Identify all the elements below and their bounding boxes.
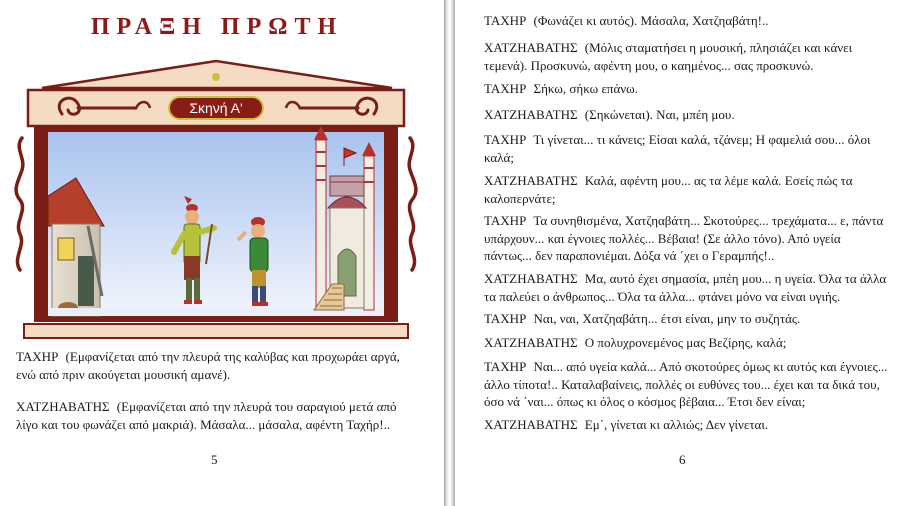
palace-scenery [314,126,376,310]
dialogue-paragraph [484,358,889,411]
dialogue-paragraph [484,270,889,305]
speaker-name: ΤΑΧΗΡ [484,213,527,228]
speaker-name: ΧΑΤΖΗΑΒΑΤΗΣ [484,271,578,286]
shadow-theatre-illustration [14,56,418,344]
dialogue-text: Ο πολυχρονεμένος μας Βεζίρης, καλά; [584,335,787,350]
speaker-name: ΤΑΧΗΡ [484,132,527,147]
book-gutter [444,0,455,506]
speaker-name: ΧΑΤΖΗΑΒΑΤΗΣ [16,399,110,414]
dialogue-paragraph [484,80,889,98]
page-title: ΠΡΑΞΗ ΠΡΩΤΗ [90,14,344,40]
dialogue-text: (Σηκώνεται). Ναι, μπέη μου. [584,107,735,122]
speaker-name: ΤΑΧΗΡ [484,13,527,28]
scene-label: Σκηνή Α' [189,100,243,116]
speaker-name: ΤΑΧΗΡ [484,81,527,96]
dialogue-text: Εμ΄, γίνεται κι αλλιώς; Δεν γίνεται. [584,417,769,432]
dialogue-text: Τα συνηθισμένα, Χατζηαβάτη... Σκοτούρες... τρεχάματα... ε, πάντα υπάρχουν... και έγνοιες πολλές... Βέβαια! (Σε άλλο τόνο). Από υγεία πάντως... δεν παραπονιέμαι. Δόξα νά ΄χει ο Γεραμπής!.. [484,213,884,263]
dialogue-paragraph [484,131,889,166]
speaker-name: ΤΑΧΗΡ [484,359,527,374]
dialogue-paragraph [484,310,889,328]
speaker-name: ΧΑΤΖΗΑΒΑΤΗΣ [484,107,578,122]
dialogue-text: Σήκω, σήκω επάνω. [533,81,638,96]
speaker-name: ΧΑΤΖΗΑΒΑΤΗΣ [484,417,578,432]
dialogue-paragraph [484,212,889,265]
dialogue-text: (Φωνάζει κι αυτός). Μάσαλα, Χατζηαβάτη!.. [533,13,769,28]
dialogue-paragraph [484,172,889,207]
speaker-name: ΤΑΧΗΡ [484,311,527,326]
dialogue-text: (Μόλις σταματήσει η μουσική, πλησιάζει και κάνει τεμενά). Προσκυνώ, αφέντη μου, ο καημένος... σας προσκυνώ. [484,40,853,73]
left-page [0,0,444,506]
dialogue-paragraph [484,106,889,124]
dialogue-paragraph [484,12,889,30]
speaker-name: ΧΑΤΖΗΑΒΑΤΗΣ [484,173,578,188]
speaker-name: ΧΑΤΖΗΑΒΑΤΗΣ [484,335,578,350]
speaker-name: ΧΑΤΖΗΑΒΑΤΗΣ [484,40,578,55]
dialogue-text: Τι γίνεται... τι κάνεις; Είσαι καλά, τζάνεμ; Η φαμελιά σου... όλοι καλά; [484,132,871,165]
dialogue-paragraph [16,348,420,383]
dialogue-text: (Εμφανίζεται από την πλευρά της καλύβας και προχωράει αργά, ενώ από πριν ακούγεται μουσική αμανέ). [16,349,400,382]
dialogue-text: Καλά, αφέντη μου... ας τα λέμε καλά. Εσείς πώς τα καλοπερνάτε; [484,173,853,206]
dialogue-text: Ναι... από υγεία καλά... Από σκοτούρες όμως κι αυτός και έγνοιες... άλλο τίποτα!.. Καταλαβαίνεις, πολλές οι ευθύνες του... έχει και τα δικά του, όσο νά ΄ναι... όπως κι όλος ο κόσμος βέβαια... Έτσι δεν είναι; [484,359,888,409]
page-number: 6 [679,452,686,467]
temple-pediment [28,61,404,126]
dialogue-paragraph [16,398,420,433]
dialogue-paragraph [484,334,889,352]
speaker-name: ΤΑΧΗΡ [16,349,59,364]
dialogue-paragraph [484,39,889,74]
dialogue-text: Μα, αυτό έχει σημασία, μπέη μου... η υγεία. Όλα τα άλλα τα παλεύει ο άνθρωπος... Όλα τα άλλα... φτάνει μόνο να είναι υγιής. [484,271,887,304]
right-page [455,0,901,506]
dialogue-paragraph [484,416,889,434]
page-number: 5 [211,452,218,467]
dialogue-text: Ναι, ναι, Χατζηαβάτη... έτσι είναι, μην το συζητάς. [533,311,801,326]
dialogue-text: (Εμφανίζεται από την πλευρά του σαραγιού μετά από λίγο και του φωνάζει από μακριά). Μάσαλα... μάσαλα, αφέντη Ταχήρ!.. [16,399,397,432]
